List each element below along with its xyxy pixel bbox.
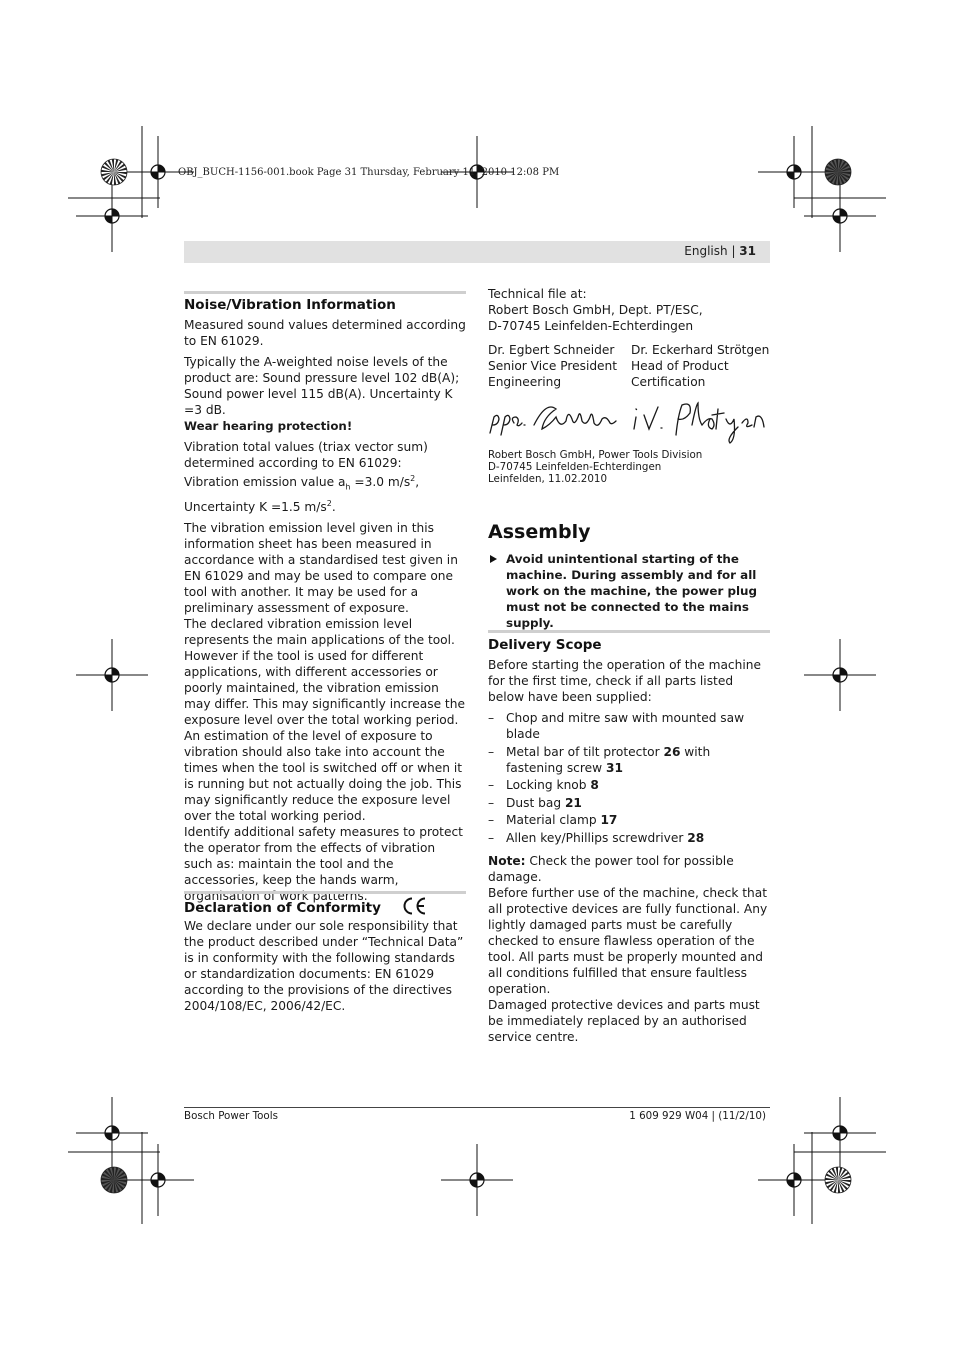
item-number: 21 (564, 795, 582, 810)
left-column (184, 291, 466, 904)
declaration-paragraph: We declare under our sole responsibility that the product described under “Technical Data” is in conformity with the following standards or standardization documents: EN 61029 according to the provisions of the directives 2004/108/EC, 2006/42/EC. (184, 919, 464, 1013)
list-item (488, 777, 770, 793)
technical-file-label: Technical file at: (488, 287, 587, 301)
header-language: English (684, 244, 728, 258)
list-item (488, 812, 770, 828)
vib-mid: =3.0 m/s (350, 475, 411, 490)
signatory-2 (631, 342, 769, 390)
signatory-1-title-2: Engineering (488, 375, 562, 389)
book-file-line: OBJ_BUCH-1156-001.book Page 31 Thursday, February 11, 2010 12:08 PM (178, 167, 560, 178)
delivery-list (488, 710, 770, 846)
item-number: 8 (590, 778, 599, 792)
delivery-heading: Delivery Scope (488, 637, 602, 653)
signatory-2-title-1: Head of Product (631, 359, 729, 373)
assembly-section (488, 520, 770, 631)
declaration-rule (184, 891, 466, 917)
vib-sup1: 2 (410, 474, 416, 483)
company-info (488, 449, 772, 485)
vib-sup2: 2 (326, 498, 332, 508)
vib-sub: h (345, 482, 351, 492)
vibration-value (184, 471, 466, 515)
dash: – (488, 813, 495, 827)
note-paragraph-2: Before further use of the machine, check that all protective devices are fully functional. Any lightly damaged parts must be carefully checked to ensure flawless operation of the tool. All parts must be properly mounted and all conditions fulfilled that ensure faultless operation. (488, 885, 768, 996)
delivery-section (488, 630, 770, 1045)
signatories (488, 342, 772, 392)
list-item (488, 710, 770, 742)
company-line-1: Robert Bosch GmbH, Power Tools Division (488, 449, 703, 461)
technical-file-line-2: D-70745 Leinfelden-Echterdingen (488, 319, 694, 333)
assembly-warning-text: Avoid unintentional starting of the machine. During assembly and for all work on the machine, the power plug must not be connected to the mains supply. (506, 552, 758, 630)
company-line-2: D-70745 Leinfelden-Echterdingen (488, 461, 662, 473)
item-text: Material clamp (506, 813, 601, 827)
star-target-icon (825, 1167, 851, 1193)
noise-section (184, 291, 466, 314)
warning-arrow-icon (490, 555, 497, 563)
item-text: Metal bar of tilt protector (506, 744, 664, 759)
delivery-intro: Before starting the operation of the machine for the first time, check if all parts listed below have been supplied: (488, 658, 761, 704)
signatory-1-name: Dr. Egbert Schneider (488, 343, 615, 357)
item-text: Allen key/Phillips screwdriver (506, 830, 688, 845)
wear-hearing-protection: Wear hearing protection! (184, 419, 353, 433)
assembly-heading: Assembly (488, 521, 591, 543)
note-text: Check the power tool for possible damage. (488, 853, 734, 884)
note-paragraph (488, 853, 770, 885)
note-label: Note: (488, 853, 526, 868)
star-target-icon (825, 159, 851, 185)
signatory-1 (488, 342, 617, 390)
footer-rule (184, 1107, 770, 1108)
item-number: 17 (600, 813, 618, 827)
dash: – (488, 711, 495, 725)
noise-heading: Noise/Vibration Information (184, 297, 396, 313)
noise-paragraph-2: Typically the A-weighted noise levels of the product are: Sound pressure level 102 dB(A); Sound power level 115 dB(A). Uncertainty K =3 dB. (184, 355, 460, 417)
list-item (488, 830, 770, 846)
signatory-2-title-2: Certification (631, 375, 706, 389)
dash: – (488, 778, 495, 792)
item-text: Dust bag (506, 795, 565, 810)
footer-left: Bosch Power Tools (184, 1110, 278, 1122)
company-line-3: Leinfelden, 11.02.2010 (488, 473, 607, 485)
running-header (184, 241, 770, 263)
item-number: 28 (687, 830, 705, 845)
technical-file-line-1: Robert Bosch GmbH, Dept. PT/ESC, (488, 303, 703, 317)
list-item (488, 744, 770, 776)
vibration-paragraph-5: An estimation of the level of exposure to vibration should also take into account the times when the tool is switched off or when it is running but not actually doing the job. This may significantly reduce the exposure level over the total working period. (184, 728, 463, 823)
vib-end: . (331, 499, 336, 514)
note-paragraph-3: Damaged protective devices and parts must be immediately replaced by an authorised service centre. (488, 997, 760, 1044)
item-number-2: 31 (605, 760, 623, 775)
handwritten-signatures (486, 395, 776, 445)
noise-paragraph-1: Measured sound values determined according to EN 61029. (184, 318, 466, 348)
signatory-1-title-1: Senior Vice President (488, 359, 618, 373)
vibration-paragraph-1: Vibration total values (triax vector sum) determined according to EN 61029: (184, 440, 428, 470)
vib-prefix: Vibration emission value a (184, 475, 346, 490)
dash: – (488, 830, 495, 845)
right-column (488, 286, 772, 392)
declaration-section (184, 891, 466, 1014)
vibration-paragraph-4: The declared vibration emission level represents the main applications of the tool. However if the tool is used for different applications, with different accessories or poorly maintained, the vibration emission may differ. This may significantly increase the exposure level over the total working period. (184, 616, 465, 727)
list-item (488, 795, 770, 811)
assembly-warning (488, 551, 770, 631)
item-text-2: with fastening screw (506, 744, 711, 775)
header-text: English | 31 (684, 244, 756, 258)
page-number: 31 (739, 244, 756, 258)
ce-mark-icon (401, 896, 427, 916)
dash: – (488, 744, 495, 759)
vib-mid2: , Uncertainty K =1.5 m/s (184, 475, 420, 514)
delivery-rule (488, 630, 770, 654)
item-number: 26 (663, 744, 681, 759)
item-text: Chop and mitre saw with mounted saw blade (506, 711, 745, 741)
vibration-paragraph-6: Identify additional safety measures to protect the operator from the effects of vibration such as: maintain the tool and the accessories, keep the hands warm, organisation of work patterns. (184, 824, 463, 903)
item-text: Locking knob (506, 778, 591, 792)
star-target-icon (101, 1167, 127, 1193)
declaration-heading: Declaration of Conformity (184, 900, 381, 916)
footer-right: 1 609 929 W04 | (11/2/10) (629, 1110, 766, 1122)
star-target-icon (101, 159, 127, 185)
vibration-paragraph-3: The vibration emission level given in this information sheet has been measured in accordance with a standardised test given in EN 61029 and may be used to compare one tool with another. It may be used for a preliminary assessment of exposure. (184, 520, 458, 615)
dash: – (488, 795, 495, 810)
signatory-2-name: Dr. Eckerhard Strötgen (631, 343, 770, 357)
